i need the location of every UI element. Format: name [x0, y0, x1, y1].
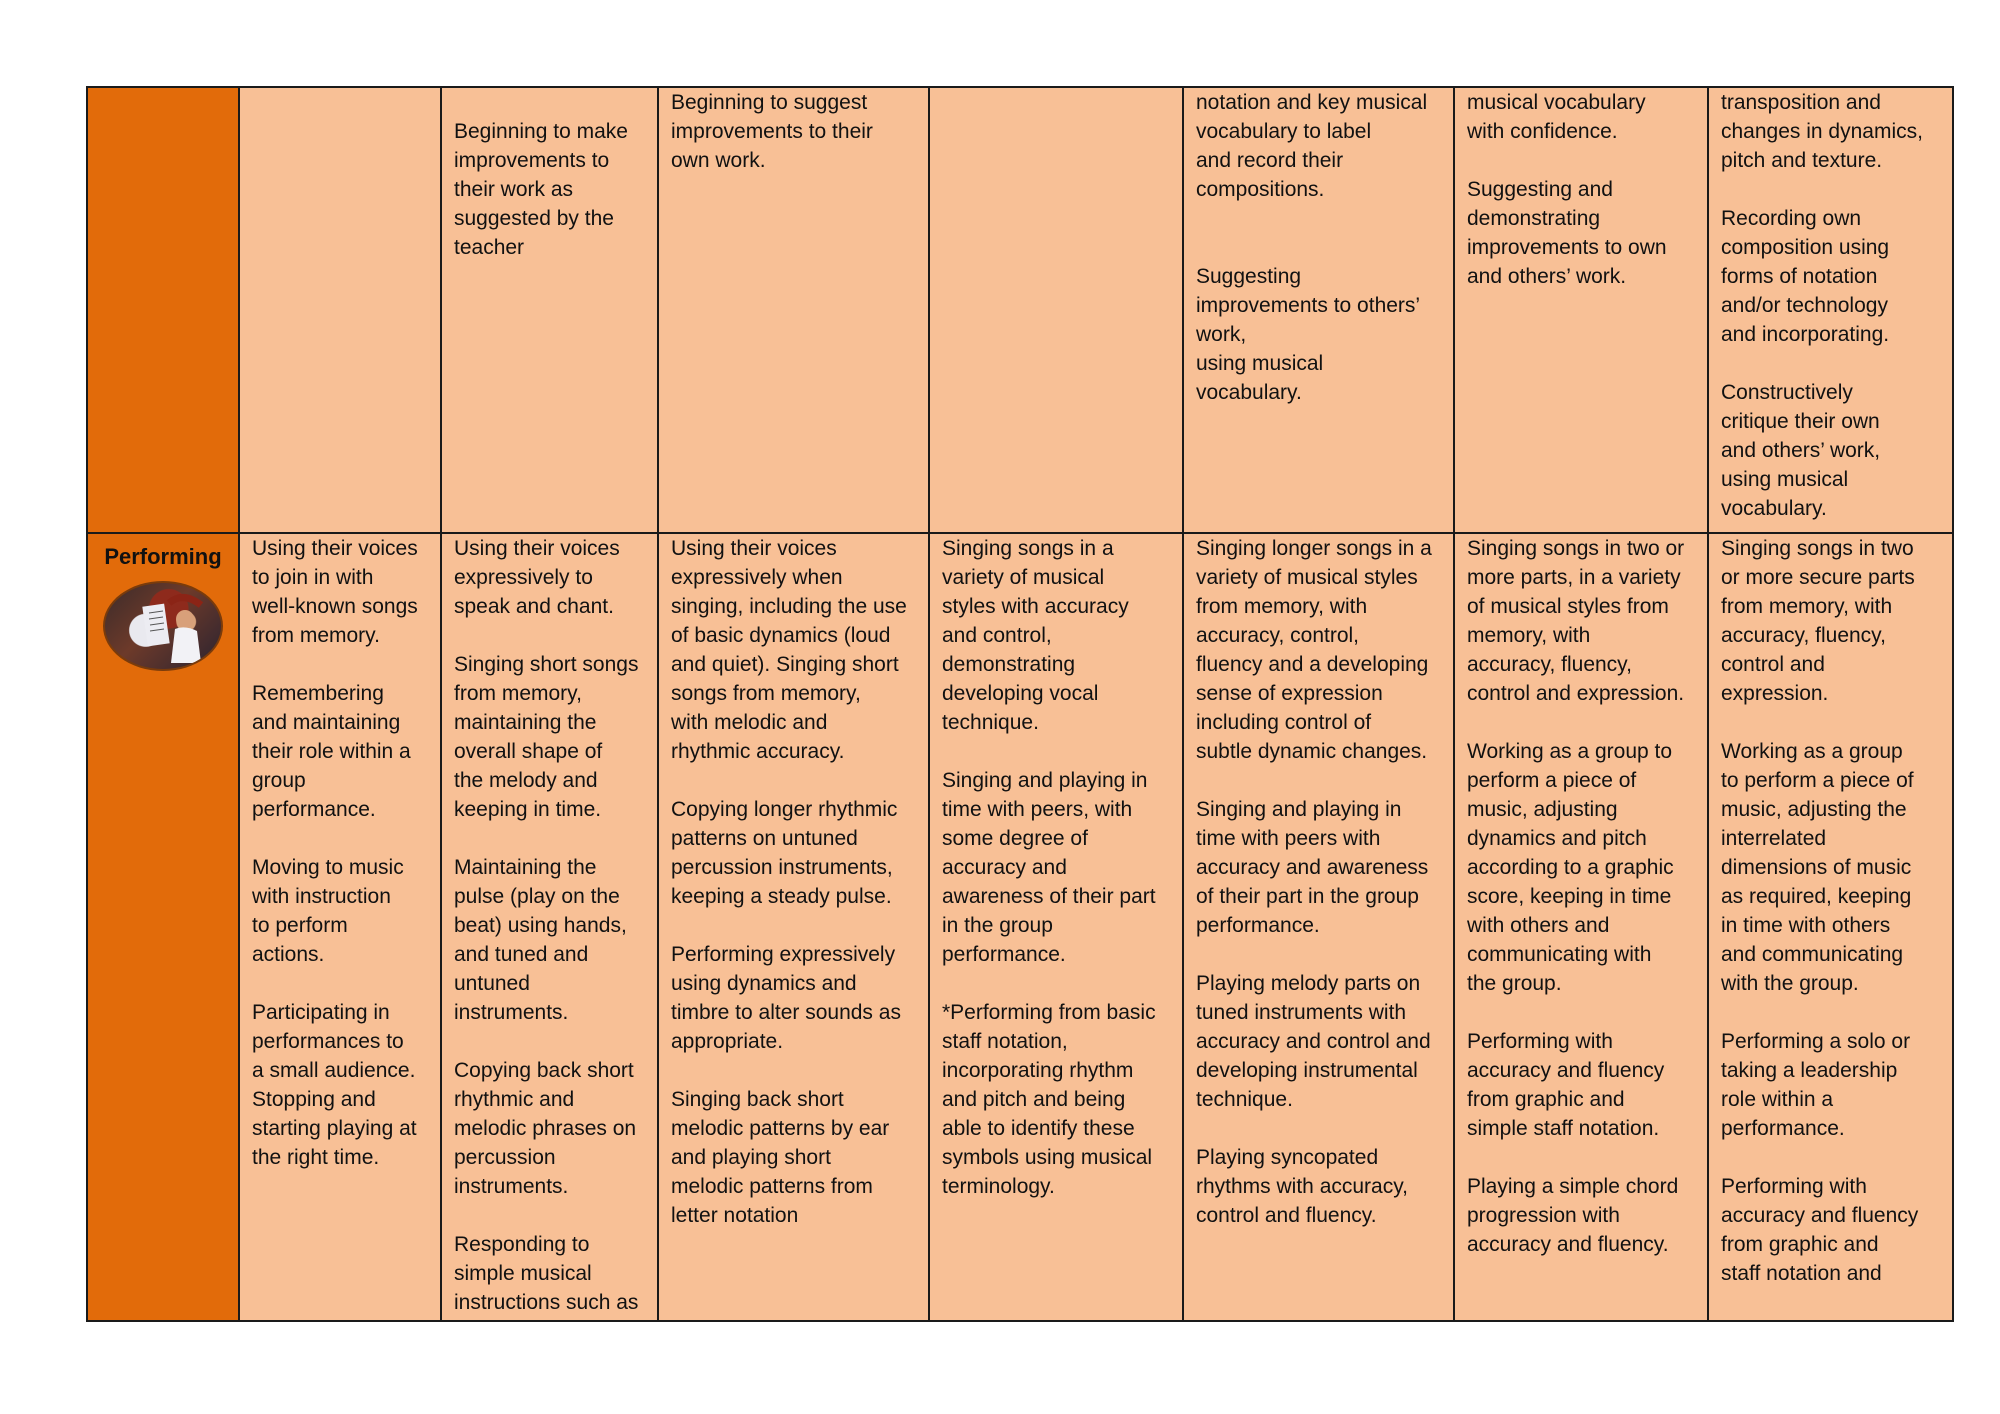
cell-text: Singing longer songs in a variety of musical styles from memory, with accuracy, control, fluency and a developing sense of expression including control of subtle dynamic changes. [1196, 537, 1432, 763]
cell-text: Using their voices expressively when singing, including the use of basic dynamics (loud and quiet). Singing short songs from memory, with melodic and rhythmic accuracy. [671, 537, 907, 763]
cell-text: Maintaining the pulse (play on the beat) using hands, and tuned and untuned instruments. [454, 856, 627, 1024]
curriculum-table [86, 86, 1954, 1322]
cell-text: Performing with accuracy and fluency from graphic and simple staff notation. [1467, 1030, 1665, 1140]
table-row [87, 87, 1953, 533]
table-cell [1183, 87, 1454, 533]
table-cell [441, 87, 658, 533]
table-cell [441, 533, 658, 1321]
cell-text: Working as a group to perform a piece of music, adjusting dynamics and pitch according to a graphic score, keeping in time with others and communicating with the group. [1467, 740, 1674, 995]
cell-text: Singing songs in a variety of musical styles with accuracy and control, demonstrating developing vocal technique. [942, 537, 1129, 734]
cell-text: Beginning to suggest improvements to their own work. [671, 91, 873, 172]
table-cell [1708, 533, 1953, 1321]
cell-text: Suggesting and demonstrating improvements to own and others’ work. [1467, 178, 1667, 288]
table-cell [1454, 87, 1708, 533]
cell-text: Playing a simple chord progression with accuracy and fluency. [1467, 1175, 1679, 1256]
cell-text: Remembering and maintaining their role within a group performance. [252, 682, 411, 821]
cell-text: Suggesting improvements to others’ work, using musical vocabulary. [1196, 265, 1421, 404]
table-cell [658, 533, 929, 1321]
cell-text: Using their voices expressively to speak and chant. [454, 537, 620, 618]
cell-text: Beginning to make improvements to their work as suggested by the teacher [454, 120, 628, 259]
cell-text: Performing a solo or taking a leadership role within a performance. [1721, 1030, 1911, 1140]
table-cell [658, 87, 929, 533]
cell-text: transposition and changes in dynamics, pitch and texture. [1721, 91, 1923, 172]
row-heading-cell [87, 87, 239, 533]
table-cell [929, 87, 1183, 533]
cell-text: Using their voices to join in with well-known songs from memory. [252, 537, 418, 647]
cell-text: Working as a group to perform a piece of music, adjusting the interrelated dimensions of music as required, keeping in time with others and communicating with the group. [1721, 740, 1914, 995]
cell-text: Singing and playing in time with peers, with some degree of accuracy and awareness of their part in the group performance. [942, 769, 1156, 966]
cell-text: musical vocabulary with confidence. [1467, 91, 1646, 143]
table-cell [1708, 87, 1953, 533]
cell-text: Responding to simple musical instructions such as [454, 1233, 639, 1314]
cell-text: Performing with accuracy and fluency from graphic and staff notation and [1721, 1175, 1919, 1285]
cell-text: Singing and playing in time with peers with accuracy and awareness of their part in the group performance. [1196, 798, 1429, 937]
cell-text: Singing songs in two or more secure parts from memory, with accuracy, fluency, control and expression. [1721, 537, 1915, 705]
cell-text: Singing back short melodic patterns by ear and playing short melodic patterns from letter notation [671, 1088, 890, 1227]
cell-text: Copying longer rhythmic patterns on untuned percussion instruments, keeping a steady pulse. [671, 798, 898, 908]
cell-text: Singing short songs from memory, maintaining the overall shape of the melody and keeping in time. [454, 653, 639, 821]
table-cell [239, 87, 441, 533]
violin-player-photo-icon [103, 581, 223, 671]
row-heading: Performing [104, 544, 222, 569]
cell-text: Playing syncopated rhythms with accuracy, control and fluency. [1196, 1146, 1408, 1227]
cell-text: Singing songs in two or more parts, in a variety of musical styles from memory, with accuracy, fluency, control and expression. [1467, 537, 1685, 705]
cell-text: Performing expressively using dynamics and timbre to alter sounds as appropriate. [671, 943, 901, 1053]
cell-text: notation and key musical vocabulary to label and record their compositions. [1196, 91, 1428, 201]
table-cell [1183, 533, 1454, 1321]
row-heading-cell [87, 533, 239, 1321]
cell-text: Participating in performances to a small audience. Stopping and starting playing at the right time. [252, 1001, 417, 1169]
cell-text: Constructively critique their own and others’ work, using musical vocabulary. [1721, 381, 1881, 520]
table-cell [239, 533, 441, 1321]
cell-text: Copying back short rhythmic and melodic phrases on percussion instruments. [454, 1059, 637, 1198]
table-cell [929, 533, 1183, 1321]
table-cell [1454, 533, 1708, 1321]
cell-text: Recording own composition using forms of notation and/or technology and incorporating. [1721, 207, 1890, 346]
table-row [87, 533, 1953, 1321]
cell-text: Moving to music with instruction to perform actions. [252, 856, 404, 966]
cell-text: Playing melody parts on tuned instruments with accuracy and control and developing instrumental technique. [1196, 972, 1431, 1111]
cell-text: *Performing from basic staff notation, incorporating rhythm and pitch and being able to identify these symbols using musical terminology. [942, 1001, 1156, 1198]
